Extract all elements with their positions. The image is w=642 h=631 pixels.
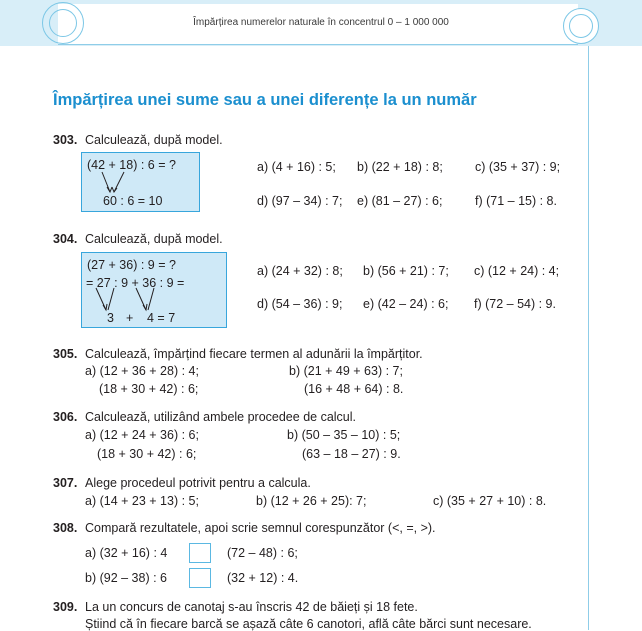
ex304-number: 304. [53, 232, 78, 246]
ex304-model-line3-a: 3 [107, 311, 114, 325]
ex307-item-b: b) (12 + 26 + 25): 7; [256, 494, 367, 508]
ex304-item-e: e) (42 – 24) : 6; [363, 297, 449, 311]
ex303-instruction: Calculează, după model. [85, 133, 223, 147]
ex306-b2: (63 – 18 – 27) : 9. [302, 447, 401, 461]
ex306-instruction: Calculează, utilizând ambele procedee de calcul. [85, 410, 356, 424]
ex303-item-a: a) (4 + 16) : 5; [257, 160, 336, 174]
ex304-instruction: Calculează, după model. [85, 232, 223, 246]
ex303-item-e: e) (81 – 27) : 6; [357, 194, 443, 208]
ex305-b1: b) (21 + 49 + 63) : 7; [289, 364, 403, 378]
ex304-item-b: b) (56 + 21) : 7; [363, 264, 449, 278]
ex306-a1: a) (12 + 24 + 36) : 6; [85, 428, 199, 442]
ex308-a-right: (72 – 48) : 6; [227, 546, 298, 560]
ex308-instruction: Compară rezultatele, apoi scrie semnul corespunzător (<, =, >). [85, 521, 436, 535]
ex309-number: 309. [53, 600, 78, 614]
header-title: Împărțirea numerelor naturale în concentrul 0 – 1 000 000 [193, 17, 449, 28]
ex304-item-a: a) (24 + 32) : 8; [257, 264, 343, 278]
ex307-item-c: c) (35 + 27 + 10) : 8. [433, 494, 547, 508]
ex303-model-line2: 60 : 6 = 10 [103, 194, 163, 208]
ex308-a-answer-box[interactable] [189, 543, 211, 563]
ex303-number: 303. [53, 133, 78, 147]
ex303-item-d: d) (97 – 34) : 7; [257, 194, 343, 208]
ex308-number: 308. [53, 521, 78, 535]
header-rule [58, 44, 578, 45]
ex303-item-f: f) (71 – 15) : 8. [475, 194, 557, 208]
ex309-line2: Știind că în fiecare barcă se așază câte 6 canotori, află câte bărci sunt necesare. [85, 617, 532, 631]
ex307-item-a: a) (14 + 23 + 13) : 5; [85, 494, 199, 508]
right-margin-line [588, 46, 589, 630]
ex308-b-left: b) (92 – 38) : 6 [85, 571, 167, 585]
ex309-line1: La un concurs de canotaj s-au înscris 42 de băieți și 18 fete. [85, 600, 418, 614]
ex304-model-line3-c: 4 = 7 [147, 311, 176, 325]
ex305-a1: a) (12 + 36 + 28) : 4; [85, 364, 199, 378]
ex305-instruction: Calculează, împărțind fiecare termen al adunării la împărțitor. [85, 347, 423, 361]
ex304-item-c: c) (12 + 24) : 4; [474, 264, 560, 278]
ex305-number: 305. [53, 347, 78, 361]
ex308-b-answer-box[interactable] [189, 568, 211, 588]
ex303-model-line1: (42 + 18) : 6 = ? [87, 158, 176, 172]
ex305-a2: (18 + 30 + 42) : 6; [99, 382, 199, 396]
ex304-model-line1: (27 + 36) : 9 = ? [87, 258, 176, 272]
ex306-a2: (18 + 30 + 42) : 6; [97, 447, 197, 461]
ex306-number: 306. [53, 410, 78, 424]
section-title: Împărțirea unei sume sau a unei diferențe la un număr [53, 91, 477, 109]
ex303-item-b: b) (22 + 18) : 8; [357, 160, 443, 174]
ex304-item-d: d) (54 – 36) : 9; [257, 297, 343, 311]
ex308-b-right: (32 + 12) : 4. [227, 571, 299, 585]
ex304-model-line2: = 27 : 9 + 36 : 9 = [86, 276, 185, 290]
ex307-instruction: Alege procedeul potrivit pentru a calcula. [85, 476, 311, 490]
ex306-b1: b) (50 – 35 – 10) : 5; [287, 428, 401, 442]
ex305-b2: (16 + 48 + 64) : 8. [304, 382, 404, 396]
ex304-item-f: f) (72 – 54) : 9. [474, 297, 556, 311]
ex307-number: 307. [53, 476, 78, 490]
ex303-item-c: c) (35 + 37) : 9; [475, 160, 561, 174]
ex304-model-line3-plus: + [126, 311, 134, 325]
ex308-a-left: a) (32 + 16) : 4 [85, 546, 168, 560]
